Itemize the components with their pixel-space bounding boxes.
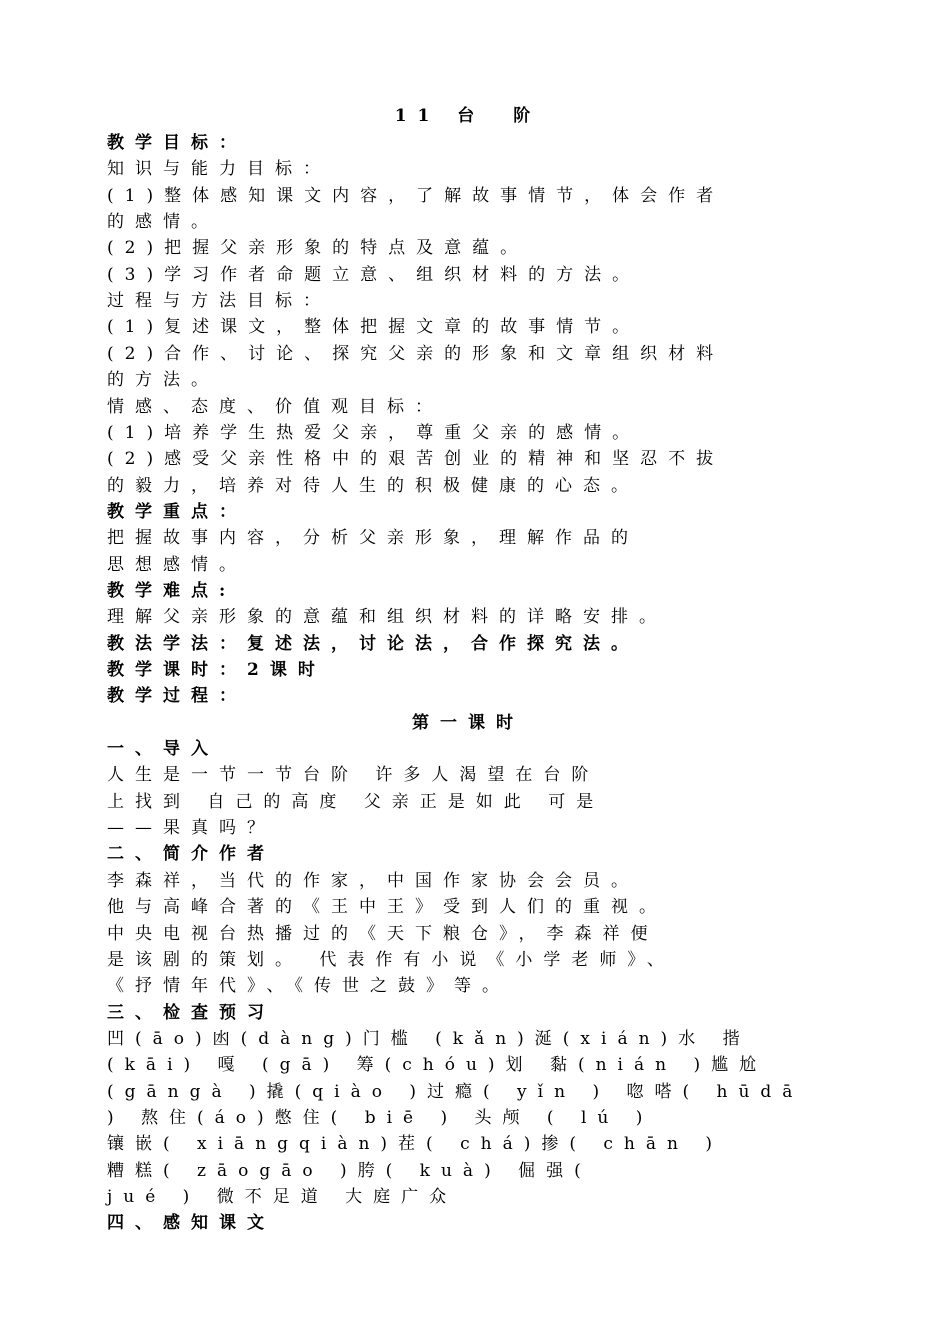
heading-line: 教学难点: [107,581,237,601]
text-line: jué ) 微不足道 大庭广众 [107,1187,458,1207]
text-line: 中央电视台热播过的《天下粮仓》，李森祥便 [107,924,659,944]
text-line: (1)整体感知课文内容，了解故事情节，体会作者 [107,186,725,206]
text-line: (2)把握父亲形象的特点及意蕴。 [107,238,529,258]
heading-line: 教学课时：2课时 [107,660,326,680]
heading-line: 教学过程： [107,686,247,706]
heading-line: 教学重点： [107,502,247,522]
text-line: 理解父亲形象的意蕴和组织材料的详略安排。 [107,607,667,627]
text-line: 镶嵌( xiāngqiàn)茬( chá)掺( chān ) [107,1134,723,1154]
text-line: (1)培养学生热爱父亲，尊重父亲的感情。 [107,423,641,443]
text-line: 把握故事内容，分析父亲形象，理解作品的 [107,528,639,548]
heading-line: 二、简介作者 [107,844,275,864]
text-line: 他与高峰合著的《王中王》受到人们的重视。 [107,897,667,917]
text-line: 李森祥，当代的作家，中国作家协会会员。 [107,871,639,891]
heading-line: 教学目标： [107,133,247,153]
heading-line: 三、检查预习 [107,1003,275,1023]
text-line: 凹(āo)凼(dàng)门槛 (kǎn)涎(xián)水 揩 [107,1029,751,1049]
text-line: 是该剧的策划。 代表作有小说《小学老师》、 [107,950,675,970]
heading-line: 教法学法：复述法，讨论法，合作探究法。 [107,634,639,654]
text-line: 糟糕( zāogāo )胯( kuà) 倔强( [107,1161,592,1181]
text-line: (1)复述课文，整体把握文章的故事情节。 [107,317,641,337]
text-line: ) 熬住(áo)憋住( biē ) 头颅 ( lú ) [107,1108,654,1128]
text-line: 的方法。 [107,370,219,390]
text-line: (2)合作、讨论、探究父亲的形象和文章组织材料 [107,344,725,364]
text-line: 《抒情年代》、《传世之鼓》等。 [107,976,510,996]
text-line: (gāngà )撬(qiào )过瘾( yǐn ) 唿嗒( hūdā [107,1082,804,1102]
text-line: (kāi) 嘎 (gā) 筹(chóu)划 黏(nián )尴尬 [107,1055,768,1075]
page-title: 11 台 阶 [394,106,542,126]
text-line: 思想感情。 [107,555,247,575]
text-line: (2)感受父亲性格中的艰苦创业的精神和坚忍不拔 [107,449,725,469]
heading-line: 一、导入 [107,739,219,759]
text-line: 人生是一节一节台阶 许多人渴望在台阶 [107,765,600,785]
text-line: (3)学习作者命题立意、组织材料的方法。 [107,265,641,285]
text-line: 情感、态度、价值观目标： [107,397,443,417]
section-heading: 第一课时 [412,713,524,733]
text-line: ——果真吗？ [107,818,275,838]
text-line: 上找到 自己的高度 父亲正是如此 可是 [107,792,605,812]
text-line: 的感情。 [107,212,219,232]
heading-line: 四、感知课文 [107,1213,275,1233]
text-line: 的毅力，培养对待人生的积极健康的心态。 [107,476,639,496]
text-line: 知识与能力目标： [107,159,331,179]
text-line: 过程与方法目标： [107,291,331,311]
